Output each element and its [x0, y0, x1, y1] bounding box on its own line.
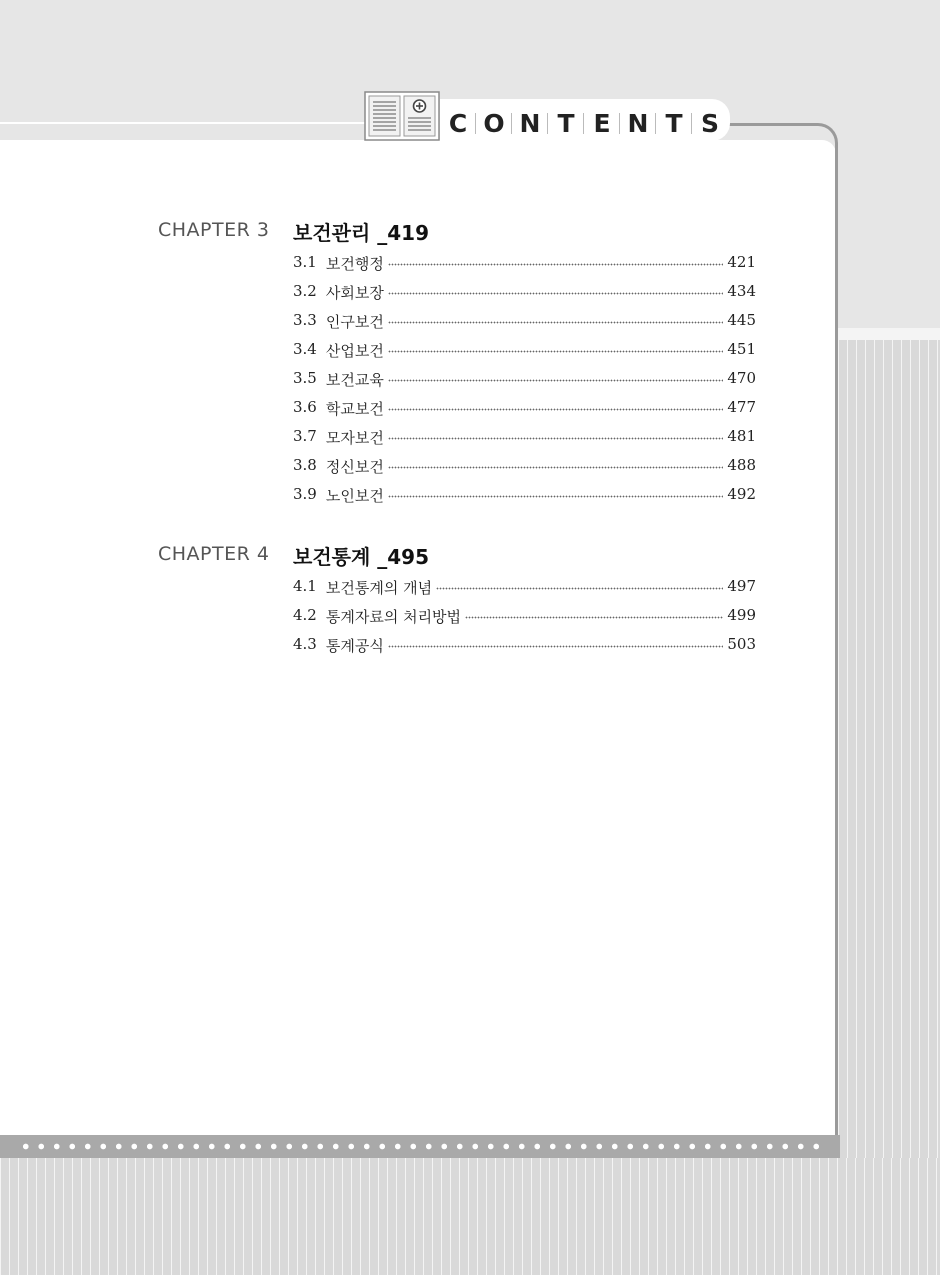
section-title: 학교보건: [325, 400, 384, 418]
header-rule: [0, 122, 368, 124]
toc-entry[interactable]: [293, 369, 756, 398]
section-title: 인구보건: [325, 313, 384, 331]
page-number: 477: [727, 398, 756, 416]
section-list: [293, 253, 756, 514]
dot-leader: [388, 635, 724, 648]
section-number: 4.2: [293, 606, 317, 624]
page-number: 421: [727, 253, 756, 271]
section-number: 3.6: [293, 398, 317, 416]
section-number: 3.2: [293, 282, 317, 300]
section-number: 3.8: [293, 456, 317, 474]
toc-entry[interactable]: [293, 311, 756, 340]
section-title: 보건행정: [325, 255, 384, 273]
dot-leader: [388, 253, 724, 266]
dot-leader: [388, 427, 724, 440]
dot-leader: [388, 369, 724, 382]
page-number: 488: [727, 456, 756, 474]
toc-entry[interactable]: [293, 398, 756, 427]
heading-letter: E: [584, 109, 620, 138]
chapter-label: CHAPTER 3: [158, 219, 270, 241]
heading-letter: T: [656, 109, 692, 138]
section-number: 3.7: [293, 427, 317, 445]
toc-entry[interactable]: [293, 485, 756, 514]
heading-letter: N: [620, 109, 656, 138]
dot-leader: [436, 577, 723, 590]
dot-leader: [388, 282, 724, 295]
section-number: 3.5: [293, 369, 317, 387]
chapter-title[interactable]: 보건관리 _419: [293, 221, 429, 245]
toc-entry[interactable]: [293, 253, 756, 282]
section-title: 보건교육: [325, 371, 384, 389]
dot-leader: [388, 398, 724, 411]
section-title: 노인보건: [325, 487, 384, 505]
page-number: 492: [727, 485, 756, 503]
page-number: 451: [727, 340, 756, 358]
dot-leader: [388, 456, 724, 469]
page-number: 470: [727, 369, 756, 387]
dot-leader: [388, 340, 724, 353]
section-number: 3.3: [293, 311, 317, 329]
toc-entry[interactable]: [293, 635, 756, 664]
page-number: 499: [727, 606, 756, 624]
section-title: 모자보건: [325, 429, 384, 447]
toc-entry[interactable]: [293, 577, 756, 606]
section-number: 3.9: [293, 485, 317, 503]
toc-entry[interactable]: [293, 282, 756, 311]
page-number: 445: [727, 311, 756, 329]
right-stripe-panel: [838, 340, 940, 1275]
heading-letter: S: [692, 109, 728, 138]
chapter-title[interactable]: 보건통계 _495: [293, 545, 429, 569]
heading-letter: O: [476, 109, 512, 138]
section-title: 정신보건: [325, 458, 384, 476]
dot-leader: [388, 311, 724, 324]
section-title: 산업보건: [325, 342, 384, 360]
book-plus-icon: [364, 91, 440, 141]
section-title: 통계자료의 처리방법: [325, 608, 462, 626]
bottom-dotted-bar: [0, 1135, 840, 1158]
section-number: 4.1: [293, 577, 317, 595]
section-number: 4.3: [293, 635, 317, 653]
toc-entry[interactable]: [293, 340, 756, 369]
heading-letter: N: [512, 109, 548, 138]
dot-leader: [465, 606, 723, 619]
toc-entry[interactable]: [293, 606, 756, 635]
page-number: 503: [727, 635, 756, 653]
contents-heading: [440, 104, 728, 142]
chapter-label: CHAPTER 4: [158, 543, 270, 565]
dot-leader: [388, 485, 724, 498]
section-number: 3.4: [293, 340, 317, 358]
bottom-stripe-panel: [0, 1158, 940, 1275]
dot-row: [18, 1143, 824, 1150]
heading-letter: C: [448, 108, 468, 138]
heading-letter: T: [548, 109, 584, 138]
section-title: 보건통계의 개념: [325, 579, 433, 597]
page-number: 497: [727, 577, 756, 595]
page-number: 434: [727, 282, 756, 300]
section-list: [293, 577, 756, 664]
section-number: 3.1: [293, 253, 317, 271]
section-title: 사회보장: [325, 284, 384, 302]
section-title: 통계공식: [325, 637, 384, 655]
toc-entry[interactable]: [293, 456, 756, 485]
page-number: 481: [727, 427, 756, 445]
right-light-band: [838, 328, 940, 340]
toc-entry[interactable]: [293, 427, 756, 456]
